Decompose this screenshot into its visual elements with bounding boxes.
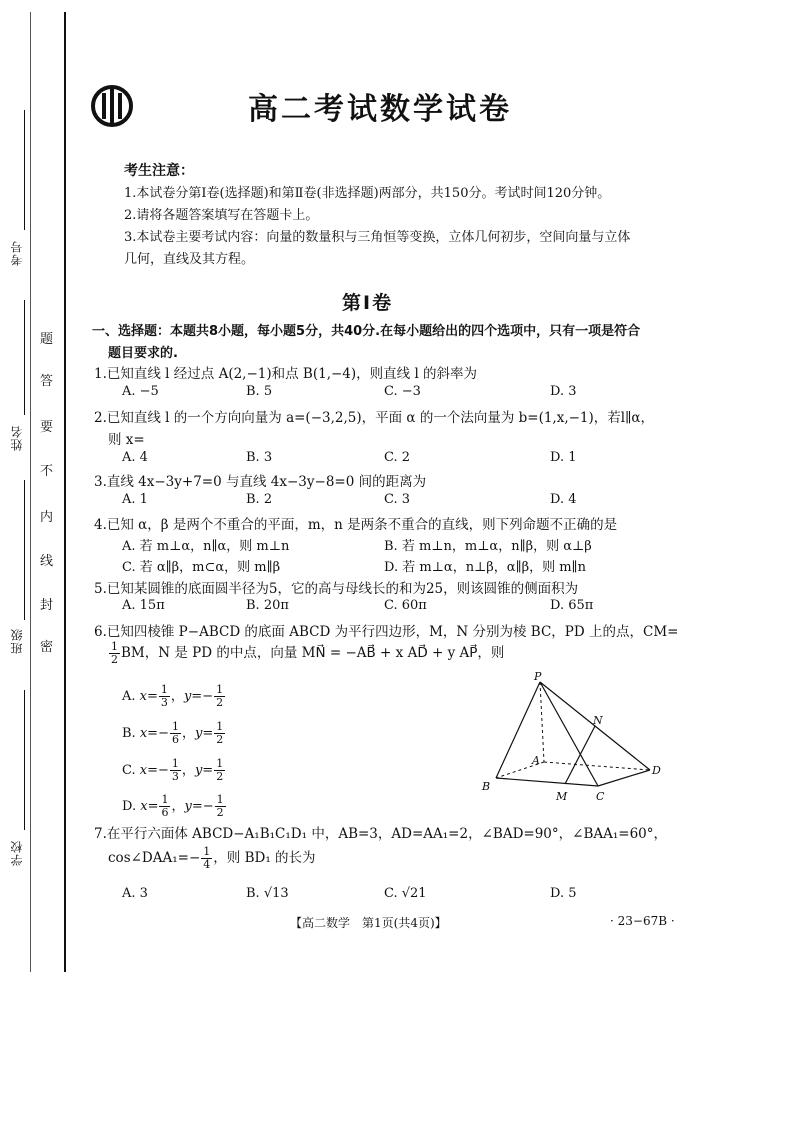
paper-title: 高二考试数学试卷 — [248, 92, 512, 127]
question-4-option-a[interactable]: A. 若 m⊥α，n∥α，则 m⊥n — [122, 539, 290, 554]
label-c: C — [596, 790, 605, 803]
question-3-option-b[interactable]: B. 2 — [246, 492, 273, 507]
question-2-option-b[interactable]: B. 3 — [246, 450, 273, 465]
question-6-option-c[interactable]: C. x=− $\frac{1}{3}$ ，y= $\frac{1}{2}$ — [122, 757, 224, 783]
question-5-option-c[interactable]: C. 60π — [384, 598, 427, 613]
name-label: 姓名 — [10, 425, 24, 451]
question-2-option-c[interactable]: C. 2 — [384, 450, 411, 465]
notice-item: 2.请将各题答案填写在答题卡上。 — [124, 208, 319, 223]
question-3-option-c[interactable]: C. 3 — [384, 492, 411, 507]
question-7-option-b[interactable]: B. √13 — [246, 886, 289, 901]
question-5-option-d[interactable]: D. 65π — [550, 598, 594, 613]
class-underline — [24, 480, 25, 620]
label-d: D — [652, 764, 661, 777]
question-4-option-c[interactable]: C. 若 α∥β，m⊂α，则 m∥β — [122, 560, 281, 575]
question-1-option-c[interactable]: C. −3 — [384, 384, 421, 399]
question-1-option-b[interactable]: B. 5 — [246, 384, 273, 399]
label-b: B — [482, 780, 491, 793]
school-label: 学校 — [10, 840, 24, 866]
section-title: 第Ⅰ卷 — [342, 292, 394, 314]
question-3-option-d[interactable]: D. 4 — [550, 492, 577, 507]
publisher-logo — [90, 84, 134, 128]
margin-line-outer — [64, 12, 66, 972]
question-6-stem: 6.已知四棱锥 P−ABCD 的底面 ABCD 为平行四边形，M，N 分别为棱 BC，PD 上的点，CM= — [94, 624, 679, 640]
notice-item: 1.本试卷分第Ⅰ卷(选择题)和第Ⅱ卷(非选择题)两部分，共150分。考试时间120分钟。 — [124, 186, 611, 201]
notice-item: 几何，直线及其方程。 — [124, 252, 255, 267]
question-1-option-a[interactable]: A. −5 — [122, 384, 159, 399]
seal-char: 线 — [40, 554, 54, 569]
question-2-option-d[interactable]: D. 1 — [550, 450, 577, 465]
question-4-option-b[interactable]: B. 若 m⊥n，m⊥α，n∥β，则 α⊥β — [384, 539, 592, 554]
question-1-option-d[interactable]: D. 3 — [550, 384, 577, 399]
edge-ad — [544, 762, 650, 770]
label-a: A — [532, 754, 540, 767]
seal-char: 要 — [40, 420, 54, 435]
edge-bc — [496, 778, 598, 786]
label-p: P — [534, 670, 542, 683]
seal-char: 题 — [40, 332, 54, 347]
question-7-option-d[interactable]: D. 5 — [550, 886, 577, 901]
question-4-stem: 4.已知 α，β 是两个不重合的平面，m，n 是两条不重合的直线，则下列命题不正确的是 — [94, 517, 618, 533]
page-footer: 【高二数学 第1页(共4页)】 — [290, 916, 447, 930]
question-7-stem: 7.在平行六面体 ABCD−A₁B₁C₁D₁ 中，AB=3，AD=AA₁=2，∠BAD=90°，∠BAA₁=60°， — [94, 826, 668, 842]
question-5-option-b[interactable]: B. 20π — [246, 598, 289, 613]
seal-char: 密 — [40, 640, 54, 655]
question-3-option-a[interactable]: A. 1 — [122, 492, 148, 507]
name-underline — [24, 300, 25, 415]
edge-pc — [540, 682, 598, 786]
question-4-option-d[interactable]: D. 若 m⊥α，n⊥β，α∥β，则 m∥n — [384, 560, 586, 575]
question-6-option-d[interactable]: D. x= $\frac{1}{6}$ ，y=− $\frac{1}{2}$ — [122, 793, 224, 819]
fraction: $\frac{1}{4}$ — [203, 845, 211, 871]
seal-char: 内 — [40, 510, 54, 525]
section-intro: 一、选择题：本题共8小题，每小题5分，共40分.在每小题给出的四个选项中，只有一项是符合 — [92, 324, 641, 339]
section-intro-cont: 题目要求的. — [108, 346, 178, 361]
question-7-option-a[interactable]: A. 3 — [122, 886, 148, 901]
seal-char: 不 — [40, 464, 54, 479]
exam-number-underline — [24, 110, 25, 230]
question-6-option-a[interactable]: A. x= $\frac{1}{3}$ ，y=− $\frac{1}{2}$ — [122, 683, 224, 709]
question-1-stem: 1.已知直线 l 经过点 A(2,−1)和点 B(1,−4)，则直线 l 的斜率为 — [94, 366, 478, 382]
exam-number-label: 考号 — [10, 240, 24, 266]
class-label: 班级 — [10, 628, 24, 654]
question-3-stem: 3.直线 4x−3y+7=0 与直线 4x−3y−8=0 间的距离为 — [94, 474, 427, 490]
label-n: N — [593, 714, 603, 727]
notice-item: 3.本试卷主要考试内容：向量的数量积与三角恒等变换，立体几何初步，空间向量与立体 — [124, 230, 631, 245]
paper-code: · 23−67B · — [610, 914, 675, 928]
question-2-option-a[interactable]: A. 4 — [122, 450, 148, 465]
school-underline — [24, 690, 25, 830]
question-2-stem: 2.已知直线 l 的一个方向向量为 a=(−3,2,5)，平面 α 的一个法向量为 b=(1,x,−1)，若l∥α， — [94, 410, 654, 426]
fraction: $\frac{1}{2}$ — [111, 640, 118, 666]
question-5-stem: 5.已知某圆锥的底面圆半径为5，它的高与母线长的和为25，则该圆锥的侧面积为 — [94, 581, 579, 597]
seal-char: 封 — [40, 598, 54, 613]
question-6-stem-cont: $\frac{1}{2}$ BM，N 是 PD 的中点，向量 MN⃗ = −AB⃗ + x AD⃗ + y AP⃗，则 — [111, 640, 505, 666]
question-7-option-c[interactable]: C. √21 — [384, 886, 427, 901]
seal-char: 答 — [40, 374, 54, 389]
notice-heading: 考生注意： — [124, 163, 194, 179]
margin-line-inner — [30, 12, 31, 972]
question-2-stem-cont: 则 x= — [108, 432, 145, 448]
question-5-option-a[interactable]: A. 15π — [122, 598, 165, 613]
pyramid-figure — [470, 670, 670, 810]
edge-cd — [598, 770, 650, 786]
edge-pa — [540, 682, 544, 762]
question-7-stem-cont: cos∠DAA₁=− $\frac{1}{4}$ ，则 BD₁ 的长为 — [108, 845, 316, 871]
label-m: M — [556, 790, 568, 803]
question-6-option-b[interactable]: B. x=− $\frac{1}{6}$ ，y= $\frac{1}{2}$ — [122, 720, 224, 746]
